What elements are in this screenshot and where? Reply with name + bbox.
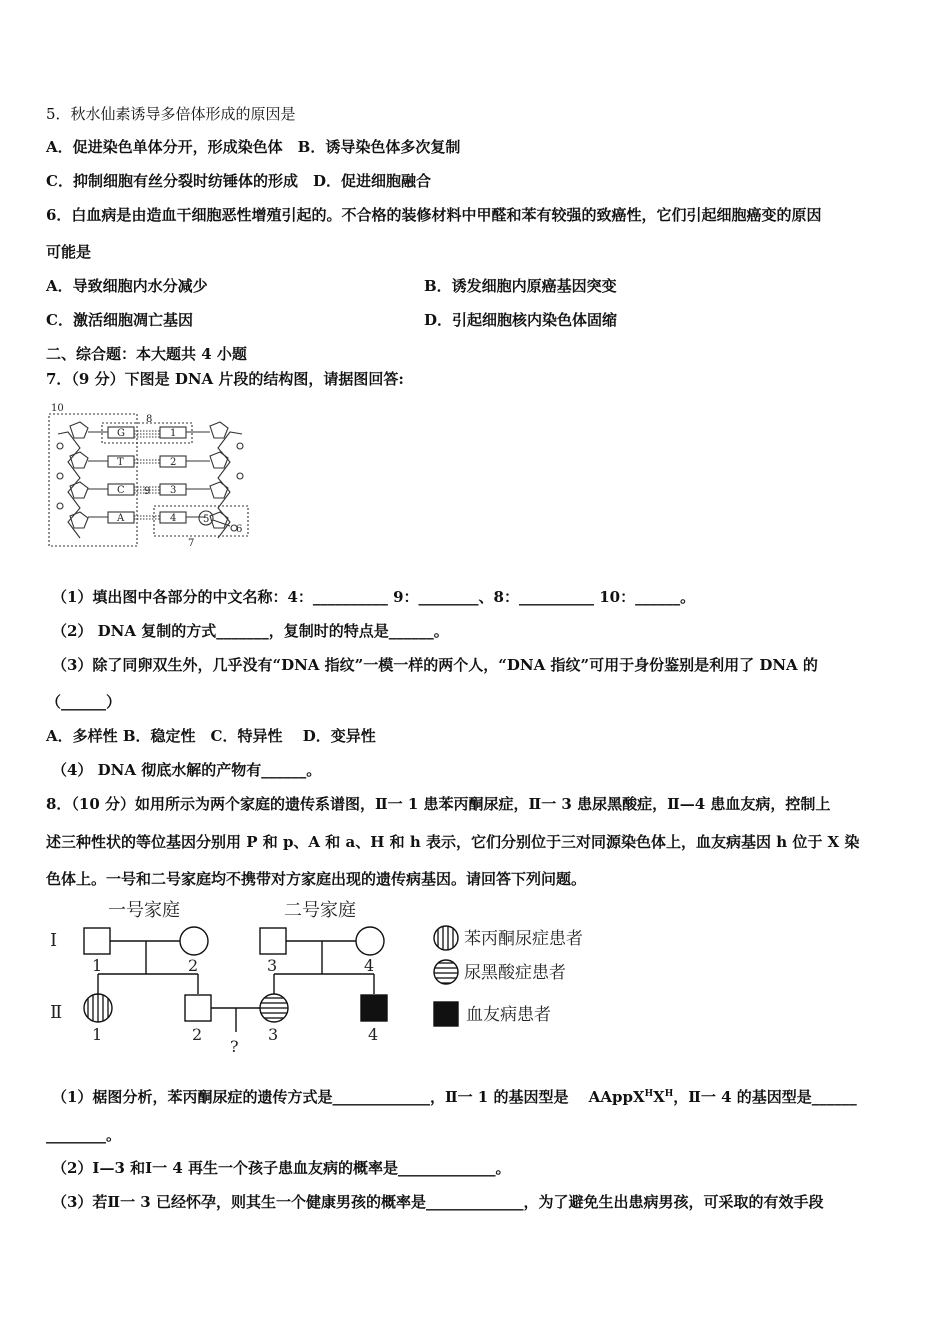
dashed-box-8: [102, 423, 192, 443]
q7-stem: 7．（9 分）下图是 DNA 片段的结构图，请据图回答:: [46, 370, 404, 388]
q7-sub3-line2: （______）: [46, 693, 122, 711]
left-base-label: A: [117, 513, 125, 524]
phosphate-circle: [57, 503, 63, 509]
II-3-number: 3: [268, 1025, 279, 1044]
right-base-label: 3: [170, 485, 177, 496]
section-heading: 二、综合题：本大题共 4 小题: [46, 345, 247, 363]
q6-option-d: D．引起细胞核内染色体固缩: [424, 311, 618, 329]
q5-options-ab: A．促进染色单体分开，形成染色体 B．诱导染色体多次复制: [46, 138, 461, 156]
I-2-female: [180, 927, 208, 955]
q8-sub1-mid: X: [653, 1088, 665, 1106]
callout-10: 10: [51, 403, 64, 414]
q7-sub4: （4） DNA 彻底水解的产物有______。: [52, 761, 322, 779]
q8-sub1-superscript: H: [644, 1089, 654, 1099]
q6-stem-line2: 可能是: [46, 243, 92, 261]
II-1-female-pku: [84, 994, 112, 1022]
right-base-label: 1: [170, 428, 177, 439]
q8-sub3: （3）若Ⅱ一 3 已经怀孕，则其生一个健康男孩的概率是_____________，为了避免生出患病男孩，可采取的有效手段: [52, 1193, 824, 1211]
legend-pku-icon: [434, 926, 458, 950]
callout-6: 6: [236, 524, 243, 535]
left-sugar: [70, 482, 88, 498]
q8-sub1-line2: ________。: [46, 1126, 122, 1144]
q7-sub3-line1: （3）除了同卵双生外，几乎没有“DNA 指纹”一模一样的两个人，“DNA 指纹”可用于身份鉴别是利用了 DNA 的: [52, 656, 818, 674]
q6-option-row1: [46, 276, 617, 296]
II-1-number: 1: [92, 1025, 103, 1044]
right-base-label: 4: [170, 513, 177, 524]
q7-sub1: （1）填出图中各部分的中文名称：4：__________ 9：________、8：__________ 10：______。: [52, 588, 696, 606]
right-sugar: [210, 422, 228, 438]
offspring-question-mark: ?: [230, 1037, 239, 1056]
legend-alkaptonuria-icon: [434, 960, 458, 984]
I-3-male: [260, 928, 286, 954]
phosphate-circle: [57, 443, 63, 449]
legend-hemophilia-label: 血友病患者: [466, 1005, 551, 1025]
II-2-number: 2: [192, 1025, 203, 1044]
left-base-label: T: [117, 457, 124, 468]
q8-sub1-superscript: H: [664, 1089, 674, 1099]
left-base-label: C: [117, 485, 125, 496]
q8-sub1-line1: [52, 1087, 857, 1107]
q7-sub2: （2） DNA 复制的方式_______，复制时的特点是______。: [52, 622, 449, 640]
II-4-male-hemophilia: [361, 995, 387, 1021]
q7-sub3-options: A．多样性 B．稳定性 C．特异性 D．变异性: [46, 727, 376, 745]
I-4-number: 4: [364, 956, 375, 975]
pedigree-figure: [46, 896, 596, 1058]
q8-sub1-part-a: （1）椐图分析，苯丙酮尿症的遗传方式是_____________，Ⅱ一 1 的基因型是 AAppX: [52, 1088, 645, 1106]
q6-option-c: C．激活细胞凋亡基因: [46, 311, 193, 329]
left-base-label: G: [117, 428, 125, 439]
callout-7: 7: [188, 538, 195, 549]
I-1-male: [84, 928, 110, 954]
hydrogen-bond: [134, 431, 160, 437]
II-4-number: 4: [368, 1025, 379, 1044]
q5-options-cd: C．抑制细胞有丝分裂时纺锤体的形成 D．促进细胞融合: [46, 172, 431, 190]
I-1-number: 1: [92, 956, 103, 975]
legend-hemophilia-icon: [434, 1002, 458, 1026]
hydrogen-bond: [134, 516, 160, 519]
phosphate-circle: [237, 443, 243, 449]
left-sugar: [70, 422, 88, 438]
q6-option-a: A．导致细胞内水分减少: [46, 277, 208, 295]
q8-stem-line3: 色体上。一号和二号家庭均不携带对方家庭出现的遗传病基因。请回答下列问题。: [46, 870, 587, 888]
q8-stem-line1: 8．（10 分）如用所示为两个家庭的遗传系谱图，Ⅱ一 1 患苯丙酮尿症，Ⅱ一 3 患尿黑酸症，Ⅱ—4 患血友病，控制上: [46, 795, 831, 813]
right-sugar: [210, 482, 228, 498]
q8-sub1-part-b: ，Ⅱ一 4 的基因型是______: [673, 1088, 857, 1106]
callout-9: 9: [144, 486, 151, 497]
family2-title: 二号家庭: [284, 900, 356, 921]
left-backbone: [58, 432, 80, 538]
legend-pku-label: 苯丙酮尿症患者: [464, 929, 583, 949]
q8-stem-line2: 述三种性状的等位基因分别用 P 和 p、A 和 a、H 和 h 表示，它们分别位于三对同源染色体上，血友病基因 h 位于 X 染: [46, 833, 860, 851]
generation-II: Ⅱ: [50, 1002, 63, 1023]
hydrogen-bond: [134, 460, 160, 463]
callout-5: 5: [203, 514, 210, 525]
I-4-female: [356, 927, 384, 955]
family1-title: 一号家庭: [108, 900, 180, 921]
right-sugar: [210, 452, 228, 468]
q6-option-b: B．诱发细胞内原癌基因突变: [424, 277, 617, 295]
q5-stem: 5．秋水仙素诱导多倍体形成的原因是: [46, 105, 296, 123]
dna-structure-figure: [46, 400, 258, 552]
q8-sub2: （2）Ⅰ—3 和Ⅰ一 4 再生一个孩子患血友病的概率是_____________。: [52, 1159, 511, 1177]
left-sugar: [70, 452, 88, 468]
II-2-male: [185, 995, 211, 1021]
right-base-label: 2: [170, 457, 177, 468]
II-3-female-alkaptonuria: [260, 994, 288, 1022]
generation-I: Ⅰ: [50, 930, 58, 951]
legend-alkaptonuria-label: 尿黑酸症患者: [464, 963, 566, 983]
q6-stem-line1: 6．白血病是由造血干细胞恶性增殖引起的。不合格的装修材料中甲醛和苯有较强的致癌性，它们引起细胞癌变的原因: [46, 206, 822, 224]
q6-option-row2: [46, 310, 618, 330]
I-2-number: 2: [188, 956, 199, 975]
phosphate-circle: [237, 473, 243, 479]
left-sugar: [70, 512, 88, 528]
phosphate-circle: [57, 473, 63, 479]
I-3-number: 3: [267, 956, 278, 975]
callout-8: 8: [146, 414, 153, 425]
